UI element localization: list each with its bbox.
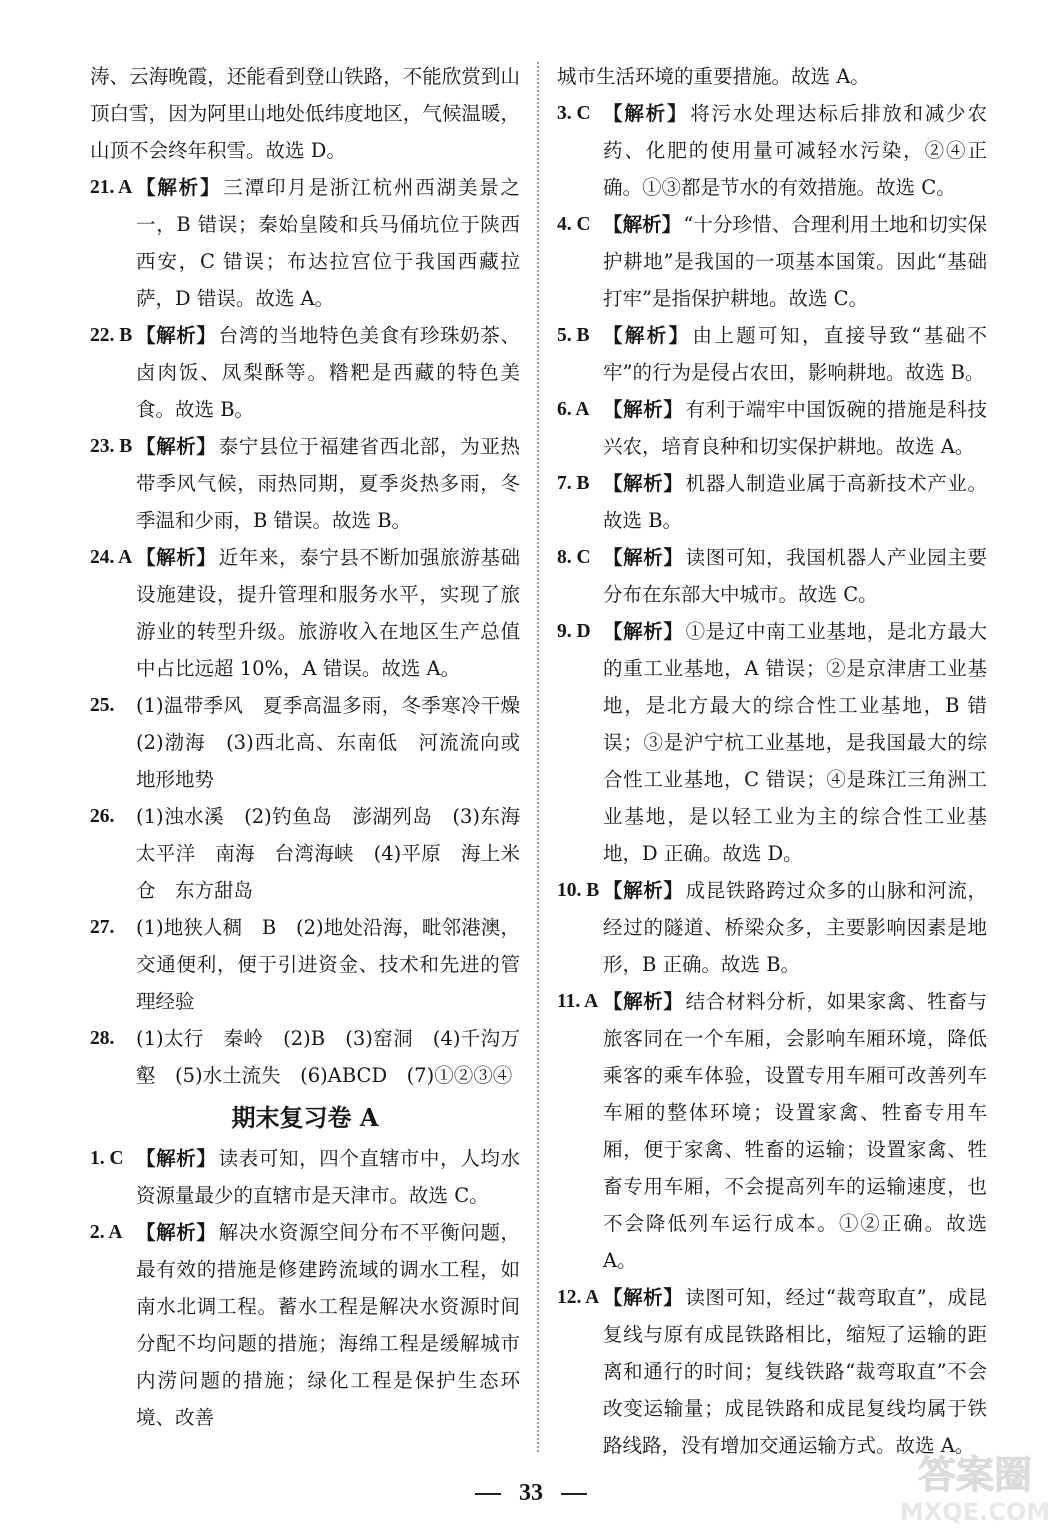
answer-number: 2. A: [90, 1222, 123, 1243]
answer-text: 读图可知，我国机器人产业园主要分布在东部大中城市。故选 C。: [603, 546, 987, 606]
answer-text: 泰宁县位于福建省西北部，为亚热带季风气候，雨热同期，夏季炎热多雨，冬季温和少雨，B 错误。故选 B。: [136, 435, 520, 532]
analysis-tag: 【解析】: [136, 176, 222, 199]
answer-item: [557, 1279, 987, 1464]
answer-text: 涛、云海晚霞，还能看到登山铁路，不能欣赏到山顶白雪，因为阿里山地处低纬度地区，气候温暖，山顶不会终年积雪。故选 D。: [90, 65, 520, 162]
answer-item: [557, 58, 987, 95]
answer-item: [557, 983, 987, 1279]
left-column: [90, 58, 540, 1436]
answer-text: ①是辽中南工业基地，是北方最大的重工业基地，A 错误；②是京津唐工业基地，是北方最大的综合性工业基地，B 错误；③是沪宁杭工业基地，是我国最大的综合性工业基地，C 错误；④是珠江三角洲工业基地，是以轻工业为主的综合性工业基地，D 正确。故选 D。: [603, 620, 987, 865]
answer-text: 将污水处理达标后排放和减少农药、化肥的使用量可减轻水污染，②④正确。①③都是节水的有效措施。故选 C。: [603, 102, 987, 199]
answer-item: [557, 317, 987, 391]
answer-text: “十分珍惜、合理利用土地和切实保护耕地”是我国的一项基本国策。因此“基础打牢”是指保护耕地。故选 C。: [603, 213, 987, 310]
column-divider: [537, 62, 539, 1452]
answer-item: [90, 1140, 520, 1214]
analysis-tag: 【解析】: [603, 620, 684, 643]
analysis-tag: 【解析】: [603, 324, 691, 347]
analysis-tag: 【解析】: [136, 324, 217, 347]
analysis-tag: 【解析】: [136, 435, 217, 458]
analysis-tag: 【解析】: [136, 1147, 217, 1170]
answer-item: [90, 1214, 520, 1436]
answer-number: 24. A: [90, 547, 133, 568]
answer-item: [90, 687, 540, 798]
watermark-url: MXQE.COM: [900, 1498, 1050, 1526]
analysis-tag: 【解析】: [603, 1286, 684, 1309]
page-number-text: 33: [519, 1480, 543, 1506]
answer-item: [557, 613, 987, 872]
answer-text: 读表可知，四个直辖市中，人均水资源量最少的直辖市是天津市。故选 C。: [136, 1147, 520, 1207]
answer-number: 28.: [90, 1028, 115, 1049]
answer-number: 27.: [90, 917, 115, 938]
answer-text: 台湾的当地特色美食有珍珠奶茶、卤肉饭、凤梨酥等。糌粑是西藏的特色美食。故选 B。: [136, 324, 520, 421]
answer-item: [557, 465, 987, 539]
answer-text: 近年来，泰宁县不断加强旅游基础设施建设，提升管理和服务水平，实现了旅游业的转型升级。旅游收入在地区生产总值中占比远超 10%，A 错误。故选 A。: [136, 546, 520, 680]
analysis-tag: 【解析】: [136, 546, 217, 569]
answer-text: 结合材料分析，如果家禽、牲畜与旅客同在一个车厢，会影响车厢环境，降低乘客的乘车体验，设置专用车厢可改善列车车厢的整体环境；设置家禽、牲畜专用车厢，便于家禽、牲畜的运输；设置家禽、牲畜专用车厢，不会提高列车的运输速度，也不会降低列车运行成本。①②正确。故选 A。: [603, 990, 987, 1272]
answer-text: (1)温带季风 夏季高温多雨，冬季寒冷干燥 (2)渤海 (3)西北高、东南低 河流流向或地形地势: [136, 694, 540, 791]
answer-text: (1)太行 秦岭 (2)B (3)窑洞 (4)千沟万壑 (5)水土流失 (6)ABCD (7)①②③④: [136, 1027, 520, 1087]
answer-item: [90, 539, 520, 687]
answer-text: (1)浊水溪 (2)钓鱼岛 澎湖列岛 (3)东海 太平洋 南海 台湾海峡 (4)平原 海上米仓 东方甜岛: [136, 805, 540, 902]
answer-number: 5. B: [557, 325, 590, 346]
answer-text: 城市生活环境的重要措施。故选 A。: [557, 65, 870, 88]
analysis-tag: 【解析】: [603, 879, 684, 902]
answer-number: 21. A: [90, 177, 133, 198]
answer-item: [557, 872, 987, 983]
answer-number: 22. B: [90, 325, 133, 346]
answer-item: [90, 317, 520, 428]
answer-text: 三潭印月是浙江杭州西湖美景之一，B 错误；秦始皇陵和兵马俑坑位于陕西西安，C 错误；布达拉宫位于我国西藏拉萨，D 错误。故选 A。: [136, 176, 520, 310]
answer-item: [90, 169, 520, 317]
answer-item: [90, 1020, 520, 1094]
answer-number: 11. A: [557, 991, 599, 1012]
answer-number: 7. B: [557, 473, 590, 494]
right-column: [557, 58, 987, 1464]
answer-text: 由上题可知，直接导致“基础不牢”的行为是侵占农田，影响耕地。故选 B。: [603, 324, 987, 384]
answer-item: [557, 206, 987, 317]
answer-item: [90, 428, 520, 539]
answer-text: 机器人制造业属于高新技术产业。故选 B。: [603, 472, 987, 532]
answer-item: [557, 391, 987, 465]
section-title: 期末复习卷 A: [231, 1103, 379, 1132]
answer-text: (1)地狭人稠 B (2)地处沿海，毗邻港澳，交通便利，便于引进资金、技术和先进的管理经验: [136, 916, 520, 1013]
answer-text: 读图可知，经过“裁弯取直”，成昆复线与原有成昆铁路相比，缩短了运输的距离和通行的时间；复线铁路“裁弯取直”不会改变运输量；成昆铁路和成昆复线均属于铁路线路，没有增加交通运输方式。故选 A。: [603, 1286, 987, 1457]
analysis-tag: 【解析】: [136, 1221, 217, 1244]
analysis-tag: 【解析】: [603, 472, 684, 495]
watermark-logo: [900, 1446, 1050, 1528]
watermark-logo-text: 答案圈: [917, 1453, 1033, 1497]
answer-item: [90, 58, 520, 169]
answer-number: 9. D: [557, 621, 591, 642]
analysis-tag: 【解析】: [603, 398, 684, 421]
answer-item: [90, 798, 540, 909]
answer-item: [557, 539, 987, 613]
answer-number: 6. A: [557, 399, 590, 420]
answer-number: 12. A: [557, 1287, 600, 1308]
answer-item: [90, 909, 520, 1020]
answer-text: 有利于端牢中国饭碗的措施是科技兴农，培育良种和切实保护耕地。故选 A。: [603, 398, 987, 458]
analysis-tag: 【解析】: [603, 213, 682, 236]
answer-number: 3. C: [557, 103, 591, 124]
analysis-tag: 【解析】: [603, 102, 689, 125]
answer-number: 25.: [90, 695, 115, 716]
analysis-tag: 【解析】: [603, 546, 684, 569]
answer-number: 10. B: [557, 880, 600, 901]
answer-item: [557, 95, 987, 206]
answer-number: 8. C: [557, 547, 591, 568]
answer-number: 4. C: [557, 214, 591, 235]
answer-number: 26.: [90, 806, 115, 827]
answer-number: 1. C: [90, 1148, 124, 1169]
analysis-tag: 【解析】: [603, 990, 684, 1013]
answer-text: 解决水资源空间分布不平衡问题，最有效的措施是修建跨流域的调水工程，如南水北调工程。蓄水工程是解决水资源时间分配不均问题的措施；海绵工程是缓解城市内涝问题的措施；绿化工程是保护生态环境、改善: [136, 1221, 520, 1429]
answer-text: 成昆铁路跨过众多的山脉和河流，经过的隧道、桥梁众多，主要影响因素是地形，B 正确。故选 B。: [603, 879, 987, 976]
answer-number: 23. B: [90, 436, 133, 457]
